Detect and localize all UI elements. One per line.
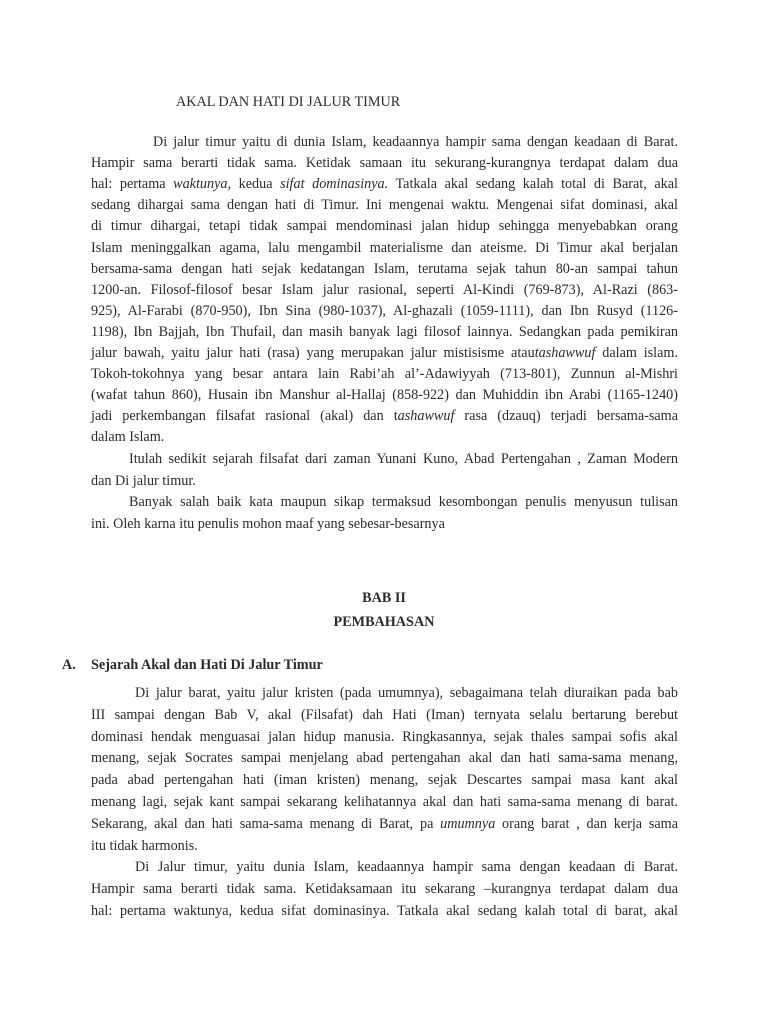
text-line — [91, 727, 678, 748]
text-span: di timur dihargai, tetapi tidak sampai mendominasi jalan hidup sehingga menyebabkan orang — [91, 218, 678, 235]
text-line — [91, 385, 678, 406]
text-span: 1200-an. Filosof-filosof besar Islam jalur rasional, seperti Al-Kindi (769-873), Al-Razi (863- — [91, 281, 678, 298]
text-line — [91, 879, 678, 900]
text-line — [91, 195, 678, 216]
text-line — [135, 683, 678, 704]
text-span: menang, sejak Socrates sampai menjelang abad pertengahan akal dan hati sama-sama menang, — [91, 750, 678, 767]
text-span: hal: pertama waktunya, kedua sifat dominasinya. Tatkala akal sedang kalah total di barat, akal — [91, 903, 678, 919]
text-span: dalam islam. — [595, 345, 679, 361]
text-line — [135, 857, 678, 878]
text-span: ini. Oleh karna itu penulis mohon maaf yang sebesar-besarnya — [91, 515, 445, 532]
text-span: Tatkala akal sedang kalah total di Barat, akal — [388, 176, 678, 193]
text-span: hal: pertama — [91, 176, 174, 193]
text-line — [91, 238, 678, 259]
text-span: menang lagi, sejak kant sampai sekarang kelihatannya akal dan hati sama-sama menang di barat. — [91, 794, 678, 810]
text-line — [153, 132, 678, 153]
document-title: AKAL DAN HATI DI JALUR TIMUR — [176, 94, 401, 110]
text-span: dan Di jalur timur. — [91, 472, 196, 489]
italic-text: waktunya, — [173, 176, 232, 193]
text-span: Islam meninggalkan agama, lalu mengambil materialisme dan ateisme. Di Timur akal berjalan — [91, 239, 678, 256]
italic-text: sifat dominasinya. — [280, 176, 389, 193]
italic-text: ashawwuf — [397, 408, 455, 425]
text-line — [91, 343, 678, 364]
text-span: Di Jalur timur, yaitu dunia Islam, keadaannya hampir sama dengan keadaan di Barat. — [135, 859, 678, 876]
text-span: itu tidak harmonis. — [91, 837, 198, 854]
text-line — [91, 705, 678, 726]
text-line — [129, 492, 678, 513]
text-span: Itulah sedikit sejarah filsafat dari zaman Yunani Kuno, Abad Pertengahan , Zaman Modern — [129, 451, 678, 467]
text-line — [91, 814, 678, 835]
text-line — [91, 514, 678, 535]
text-line — [91, 280, 678, 301]
text-span: (wafat tahun 860), Husain ibn Manshur al-Hallaj (858-922) dan Muhiddin ibn Arabi (1165-1240) — [91, 387, 678, 404]
section-title: Sejarah Akal dan Hati Di Jalur Timur — [91, 657, 323, 673]
text-span: 1198), Ibn Bajjah, Ibn Thufail, dan masih banyak lagi filosof lainnya. Sedangkan pada pemikiran — [91, 323, 678, 340]
text-line — [91, 322, 678, 343]
text-span: Di jalur barat, yaitu jalur kristen (pada umumnya), sebagaimana telah diuraikan pada bab — [135, 685, 678, 701]
text-span: Di jalur timur yaitu di dunia Islam, keadaannya hampir sama dengan keadaan di Barat. — [153, 134, 678, 150]
text-span: pada abad pertengahan hati (iman kristen) menang, sejak Descartes sampai masa kant akal — [91, 772, 678, 789]
text-line — [91, 836, 678, 857]
text-span: jadi perkembangan filsafat rasional (akal) dan t — [91, 408, 398, 425]
text-span: sedang dihargai sama dengan hati di Timur. Ini mengenai waktu. Mengenai sifat dominasi, akal — [91, 197, 678, 214]
text-span: Banyak salah baik kata maupun sikap termaksud kesombongan penulis menyusun tulisan — [129, 494, 678, 511]
text-span: kedua — [231, 176, 281, 193]
text-line — [91, 748, 678, 769]
text-span: Sekarang, akal dan hati sama-sama menang di Barat, pa — [91, 815, 441, 832]
text-span: dominasi hendak menguasai jalan hidup manusia. Ringkasannya, sejak thales sampai sofis akal — [91, 728, 678, 745]
text-span: III sampai dengan Bab V, akal (Filsafat) dah Hati (Iman) ternyata selalu bertarung berebut — [91, 706, 678, 723]
chapter-number: BAB II — [362, 590, 406, 606]
text-line — [91, 901, 678, 922]
text-line — [91, 406, 678, 427]
text-line — [91, 259, 678, 280]
text-span: dalam Islam. — [91, 429, 165, 446]
text-line — [91, 471, 678, 492]
text-span: bersama-sama dengan hati sejak kedatangan Islam, terutama sejak tahun 80-an sampai tahun — [91, 260, 678, 277]
text-line — [91, 770, 678, 791]
text-span: Hampir sama berarti tidak sama. Ketidaksamaan itu sekarang –kurangnya terdapat dalam dua — [91, 881, 678, 898]
text-line — [91, 792, 678, 813]
text-line — [91, 364, 678, 385]
text-span: rasa (dzauq) terjadi bersama-sama — [454, 408, 679, 425]
section-number: A. — [62, 657, 76, 673]
italic-text: tashawwuf — [534, 345, 596, 361]
text-span: jalur bawah, yaitu jalur hati (rasa) yang merupakan jalur mistisisme atau — [91, 345, 535, 361]
text-line — [91, 427, 678, 448]
text-line — [91, 174, 678, 195]
text-span: Tokoh-tokohnya yang besar antara lain Rabi’ah al’-Adawiyyah (713-801), Zunnun al-Mishri — [91, 366, 678, 383]
text-line — [91, 153, 678, 174]
text-span: orang barat , dan kerja sama — [495, 815, 678, 832]
text-span: Hampir sama berarti tidak sama. Ketidak samaan itu sekurang-kurangnya terdapat dalam dua — [91, 155, 678, 172]
text-line — [129, 449, 678, 470]
text-line — [91, 216, 678, 237]
italic-text: umumnya — [440, 815, 496, 832]
text-span: 925), Al-Farabi (870-950), Ibn Sina (980-1037), Al-ghazali (1059-1111), dan Ibn Rusyd (1126- — [91, 302, 678, 319]
text-line — [91, 301, 678, 322]
chapter-title: PEMBAHASAN — [333, 614, 435, 630]
